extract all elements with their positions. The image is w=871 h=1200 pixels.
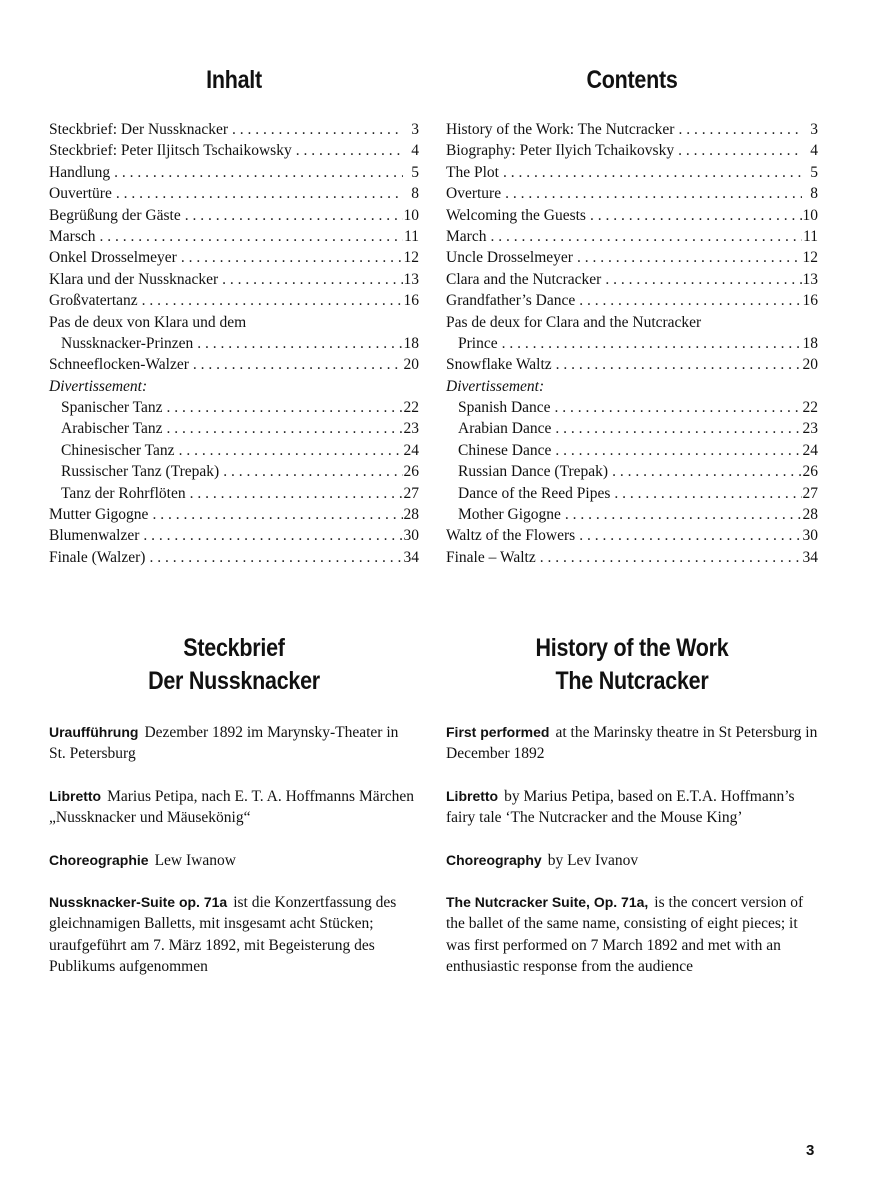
entry-label: Nussknacker-Suite op. 71a bbox=[49, 894, 228, 911]
toc-entry: Russischer Tanz (Trepak) . . . 26 bbox=[49, 461, 419, 482]
entry-text: ist die Konzertfassung des gleichnamigen Balletts, mit insgesamt acht Stücken; uraufgeführt am 7. März 1892, mit Begeisterung des Publikums aufgenommen bbox=[49, 894, 397, 976]
toc-entry: Handlung . . . 5 bbox=[49, 162, 419, 183]
history-english-title bbox=[472, 632, 792, 698]
toc-entry: Arabischer Tanz . . . 23 bbox=[49, 418, 419, 439]
entry-text: Lew Iwanow bbox=[154, 851, 236, 869]
toc-entry: Schneeflocken-Walzer . . . 20 bbox=[49, 354, 419, 375]
toc-entry: Grandfather’s Dance . . . 16 bbox=[446, 290, 818, 311]
toc-entry: Begrüßung der Gäste . . . 10 bbox=[49, 205, 419, 226]
toc-entry: Chinese Dance . . . 24 bbox=[446, 440, 818, 461]
entry-text: Dezember 1892 im Marynsky-Theater in St. Petersburg bbox=[49, 724, 399, 763]
toc-entry: Uncle Drosselmeyer . . . 12 bbox=[446, 247, 818, 268]
toc-entry-continued: Pas de deux von Klara und dem bbox=[49, 313, 247, 331]
toc-entry: Finale (Walzer) . . . 34 bbox=[49, 547, 419, 568]
toc-section-label: Divertissement: bbox=[446, 377, 545, 395]
entry-label: Choreographie bbox=[49, 851, 149, 868]
toc-entry: Spanischer Tanz . . . 22 bbox=[49, 397, 419, 418]
entry-label: First performed bbox=[446, 724, 550, 740]
history-german-title-line2: Der Nussknacker bbox=[148, 667, 320, 695]
entry-label: The Nutcracker Suite, Op. 71a, bbox=[446, 894, 649, 911]
history-german-body bbox=[49, 722, 419, 999]
history-entry bbox=[49, 786, 419, 829]
entry-label: Choreography bbox=[446, 851, 542, 868]
toc-entry: History of the Work: The Nutcracker . . . 3 bbox=[446, 119, 818, 140]
toc-entry: Mother Gigogne . . . 28 bbox=[446, 504, 818, 525]
history-entry bbox=[49, 892, 419, 978]
toc-entry: Russian Dance (Trepak) . . . 26 bbox=[446, 461, 818, 482]
entry-text: at the Marinsky theatre in St Petersburg in December 1892 bbox=[446, 724, 818, 763]
toc-section-label: Divertissement: bbox=[49, 377, 148, 395]
history-entry bbox=[446, 850, 818, 871]
toc-entry: Arabian Dance . . . 23 bbox=[446, 418, 818, 439]
toc-entry: Finale – Waltz . . . 34 bbox=[446, 547, 818, 568]
entry-label: Libretto bbox=[49, 787, 102, 804]
toc-entry: Chinesischer Tanz . . . 24 bbox=[49, 440, 419, 461]
history-entry bbox=[49, 850, 419, 871]
history-english-body bbox=[446, 722, 818, 999]
toc-entry: Mutter Gigogne . . . 28 bbox=[49, 504, 419, 525]
history-english-title-line2: The Nutcracker bbox=[555, 667, 709, 695]
entry-text: by Marius Petipa, based on E.T.A. Hoffmann’s fairy tale ‘The Nutcracker and the Mouse King’ bbox=[446, 787, 795, 827]
toc-entry: Biography: Peter Ilyich Tchaikovsky . . . 4 bbox=[446, 140, 818, 161]
toc-entry: Onkel Drosselmeyer . . . 12 bbox=[49, 247, 419, 268]
toc-entry: Welcoming the Guests . . . 10 bbox=[446, 205, 818, 226]
entry-text: by Lev Ivanov bbox=[547, 851, 639, 869]
toc-german-list bbox=[49, 119, 419, 568]
toc-english-title: Contents bbox=[586, 66, 678, 94]
toc-entry: Waltz of the Flowers . . . 30 bbox=[446, 525, 818, 546]
toc-entry: Blumenwalzer . . . 30 bbox=[49, 525, 419, 546]
toc-entry: Overture . . . 8 bbox=[446, 183, 818, 204]
toc-english-list bbox=[446, 119, 818, 568]
toc-entry: March . . . 11 bbox=[446, 226, 818, 247]
toc-entry: Ouvertüre . . . 8 bbox=[49, 183, 419, 204]
history-entry bbox=[49, 722, 419, 765]
entry-label: Uraufführung bbox=[49, 724, 139, 740]
toc-entry: Prince . . . 18 bbox=[446, 333, 818, 354]
toc-german-title: Inhalt bbox=[206, 66, 262, 94]
toc-entry: Tanz der Rohrflöten . . . 27 bbox=[49, 483, 419, 504]
page-number: 3 bbox=[806, 1142, 815, 1159]
toc-entry: Spanish Dance . . . 22 bbox=[446, 397, 818, 418]
entry-text: is the concert version of the ballet of the same name, consisting of eight pieces; it was first performed on 7 March 1892 and met with an enthusiastic response from the audience bbox=[446, 894, 804, 976]
history-german-title-line1: Steckbrief bbox=[183, 634, 285, 662]
toc-entry: Klara und der Nussknacker . . . 13 bbox=[49, 269, 419, 290]
history-entry bbox=[446, 722, 818, 765]
history-english-title-line1: History of the Work bbox=[535, 634, 729, 662]
history-entry bbox=[446, 786, 818, 829]
toc-entry: Großvatertanz . . . 16 bbox=[49, 290, 419, 311]
toc-entry: Marsch . . . 11 bbox=[49, 226, 419, 247]
toc-entry: Dance of the Reed Pipes . . . 27 bbox=[446, 483, 818, 504]
entry-label: Libretto bbox=[446, 787, 499, 804]
toc-entry: Steckbrief: Der Nussknacker . . . 3 bbox=[49, 119, 419, 140]
history-entry bbox=[446, 892, 818, 978]
history-german-title bbox=[75, 632, 393, 698]
entry-text: Marius Petipa, nach E. T. A. Hoffmanns Märchen „Nussknacker und Mäusekönig“ bbox=[49, 787, 415, 827]
toc-entry-continued: Pas de deux for Clara and the Nutcracker bbox=[446, 313, 702, 331]
toc-entry: Nussknacker-Prinzen . . . 18 bbox=[49, 333, 419, 354]
toc-entry: Steckbrief: Peter Iljitsch Tschaikowsky . . . 4 bbox=[49, 140, 419, 161]
toc-entry: Clara and the Nutcracker . . . 13 bbox=[446, 269, 818, 290]
toc-entry: Snowflake Waltz . . . 20 bbox=[446, 354, 818, 375]
toc-entry: The Plot . . . 5 bbox=[446, 162, 818, 183]
